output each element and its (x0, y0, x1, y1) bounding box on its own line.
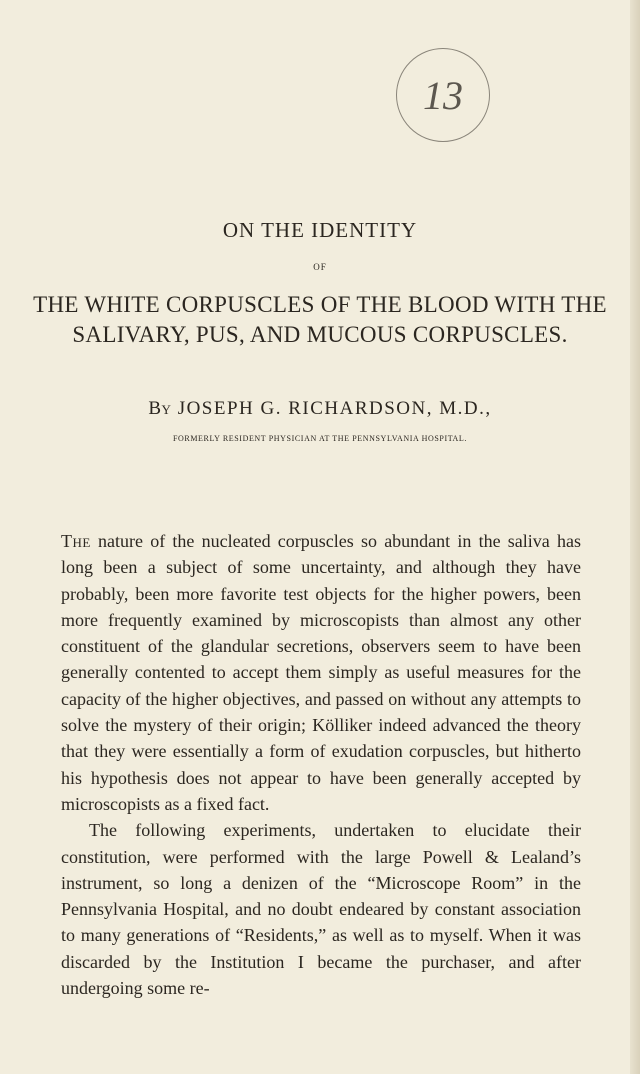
heading-line-1: ON THE IDENTITY (222, 218, 418, 242)
byline-by: By (148, 398, 172, 419)
page-number: 13 (423, 72, 463, 118)
byline (0, 398, 640, 420)
paragraph-1-lead: The (61, 531, 91, 551)
paragraph-1 (61, 528, 581, 817)
paragraph-2: The following experiments, undertaken to elucidate their constitution, were performed with the large Powell & Lealand’s instrument, so long a denizen of the “Microscope Room” in the Pennsylvania Hospital, and no doubt endeared by constant association to many generations of “Residents,” as well as to myself. When it was discarded by the Institution I became the purchaser, and after undergoing some re- (61, 820, 581, 999)
paragraph-1-text: nature of the nucleated corpuscles so abundant in the saliva has long been a subject of some uncertainty, and although they have probably, been more favorite test objects for the higher powers, been more frequently examined by microscopists than almost any other constituent of the glandular secretions, observers seem to have been generally contented to accept them simply as useful measures for the capacity of the higher objectives, and passed on without any attempts to solve the mystery of their origin; Kölliker indeed advanced the theory that they were essentially a form of exudation corpuscles, but hitherto his hypothesis does not appear to have been generally accepted by microscopists as a fixed fact. (61, 531, 581, 814)
page-edge (630, 0, 640, 1074)
article-title: THE WHITE CORPUSCLES OF THE BLOOD WITH THE SALIVARY, PUS, AND MUCOUS CORPUSCLES. (33, 292, 607, 347)
author-name: JOSEPH G. RICHARDSON, M.D., (177, 398, 492, 419)
author-affiliation: FORMERLY RESIDENT PHYSICIAN AT THE PENNSYLVANIA HOSPITAL. (172, 434, 468, 443)
article-body (61, 528, 581, 1001)
heading-of: OF (313, 262, 327, 272)
page-number-circle (396, 48, 490, 142)
